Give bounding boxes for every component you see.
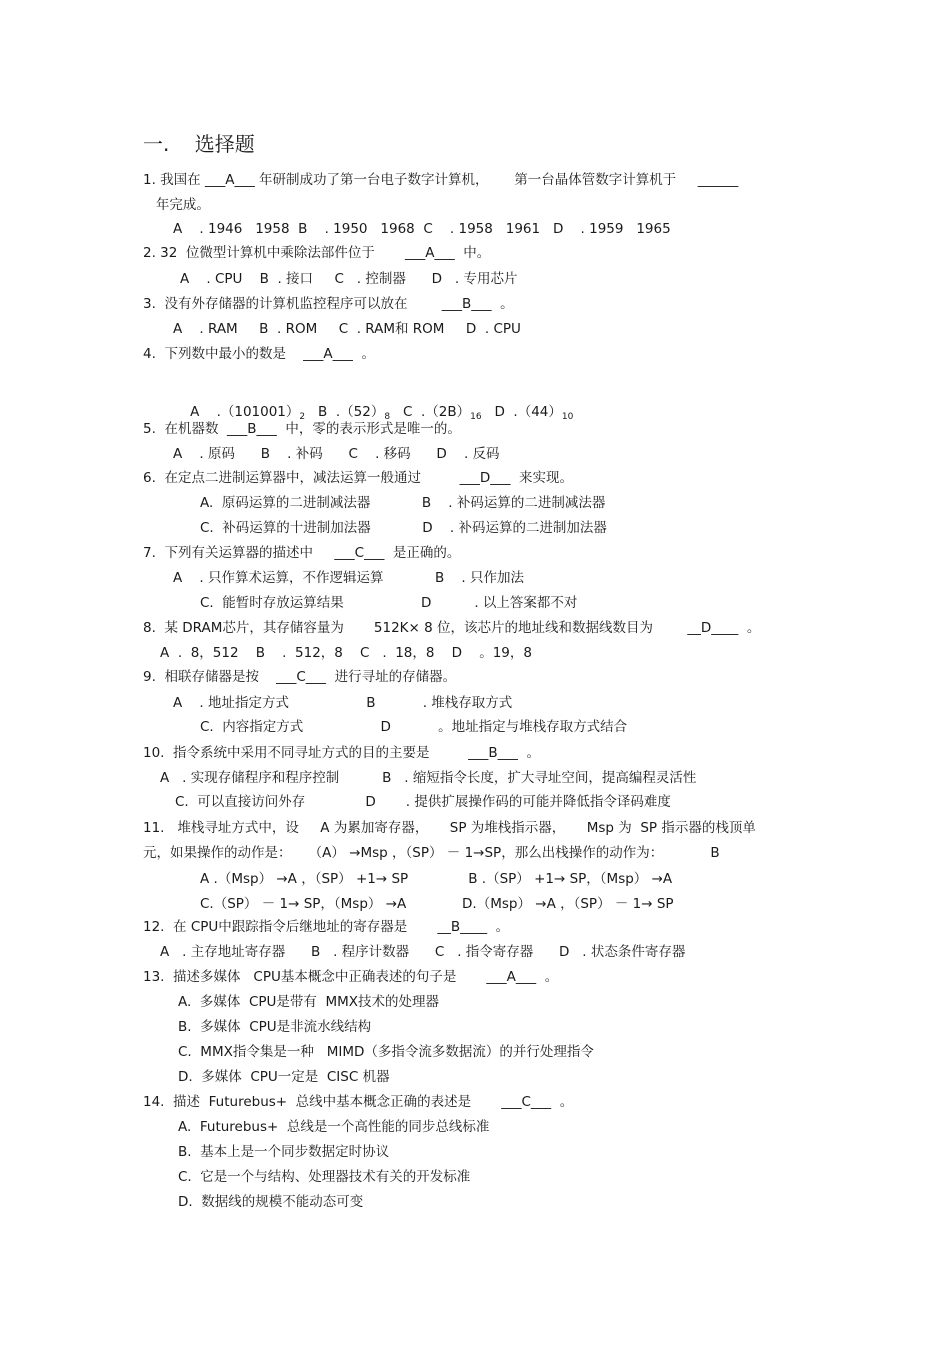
question-1-line-2: 年完成。 (143, 197, 210, 213)
question-9: 9. 相联存储器是按 ___C___ 进行寻址的存储器。 (143, 669, 457, 685)
question-1-options: A . 1946 1958 B . 1950 1968 C . 1958 1961 D . 1959 1965 (173, 221, 671, 237)
question-12-options: A . 主存地址寄存器 B . 程序计数器 C . 指令寄存器 D . 状态条件寄存器 (160, 944, 686, 960)
question-13-option-d: D. 多媒体 CPU一定是 CISC 机器 (178, 1069, 390, 1085)
question-11-line-1: 11. 堆栈寻址方式中，设 A 为累加寄存器， SP 为堆栈指示器， Msp 为 SP 指示器的栈顶单 (143, 820, 756, 836)
question-3-options: A . RAM B . ROM C . RAM和 ROM D . CPU (173, 321, 521, 337)
q4-option-c: C .（2B） (402, 404, 471, 420)
question-6-options-ab: A. 原码运算的二进制减法器 B . 补码运算的二进制减法器 (200, 495, 606, 511)
question-5-options: A . 原码 B . 补码 C . 移码 D . 反码 (173, 446, 500, 462)
q4-option-d: D .（44） (494, 404, 562, 420)
q4-option-a: A .（101001） (190, 404, 300, 420)
question-2-options: A . CPU B . 接口 C . 控制器 D . 专用芯片 (180, 271, 518, 287)
question-10-options-ab: A . 实现存储程序和程序控制 B . 缩短指令长度，扩大寻址空间，提高编程灵活性 (160, 770, 697, 786)
section-title: 一. 选择题 (143, 132, 255, 156)
question-14-option-d: D. 数据线的规模不能动态可变 (178, 1194, 364, 1210)
question-6-options-cd: C. 补码运算的十进制加法器 D . 补码运算的二进制加法器 (200, 520, 607, 536)
question-6: 6. 在定点二进制运算器中，减法运算一般通过 ___D___ 来实现。 (143, 470, 574, 486)
question-14-option-c: C. 它是一个与结构、处理器技术有关的开发标准 (178, 1169, 471, 1185)
question-1-line-1: 1. 我国在 ___A___ 年研制成功了第一台电子数字计算机， 第一台晶体管数字计算机于 ______ (143, 172, 739, 188)
question-9-options-ab: A . 地址指定方式 B . 堆栈存取方式 (173, 695, 513, 711)
q4-option-d-base: 10 (561, 412, 574, 422)
q4-option-a-base: 2 (299, 412, 306, 422)
question-10-options-cd: C. 可以直接访问外存 D . 提供扩展操作码的可能并降低指令译码难度 (175, 794, 671, 810)
question-11-options-cd: C.（SP） － 1→ SP，（Msp） →A D.（Msp） →A ，（SP） － 1→ SP (200, 896, 674, 912)
question-7-options-cd: C. 能暂时存放运算结果 D . 以上答案都不对 (200, 595, 578, 611)
question-5: 5. 在机器数 ___B___ 中，零的表示形式是唯一的。 (143, 421, 461, 437)
question-9-options-cd: C. 内容指定方式 D 。地址指定与堆栈存取方式结合 (200, 719, 628, 735)
question-14-option-b: B. 基本上是一个同步数据定时协议 (178, 1144, 390, 1160)
question-8-options: A . 8，512 B . 512，8 C . 18，8 D 。19，8 (160, 645, 532, 661)
question-11-options-ab: A .（Msp） →A ，（SP） +1→ SP B .（SP） +1→ SP，（Msp） →A (200, 871, 673, 887)
question-13: 13. 描述多媒体 CPU基本概念中正确表述的句子是 ___A___ 。 (143, 969, 559, 985)
question-2: 2. 32 位微型计算机中乘除法部件位于 ___A___ 中。 (143, 245, 491, 261)
question-13-option-c: C. MMX指令集是一种 MIMD（多指令流多数据流）的并行处理指令 (178, 1044, 594, 1060)
question-13-option-a: A. 多媒体 CPU是带有 MMX技术的处理器 (178, 994, 440, 1010)
q4-option-b: B .（52） (318, 404, 385, 420)
question-12: 12. 在 CPU中跟踪指令后继地址的寄存器是 __B____ 。 (143, 919, 510, 935)
question-14-option-a: A. Futurebus+ 总线是一个高性能的同步总线标准 (178, 1119, 490, 1135)
question-11-line-2: 元，如果操作的动作是： （A） →Msp ，（SP） － 1→SP，那么出栈操作的动作为： B (143, 845, 720, 861)
question-14: 14. 描述 Futurebus+ 总线中基本概念正确的表述是 ___C___ 。 (143, 1094, 574, 1110)
q4-option-b-base: 8 (384, 412, 391, 422)
question-8: 8. 某 DRAM芯片，其存储容量为 512K× 8 位，该芯片的地址线和数据线数目为 __D____ 。 (143, 620, 761, 636)
question-10: 10. 指令系统中采用不同寻址方式的目的主要是 ___B___ 。 (143, 745, 541, 761)
question-13-option-b: B. 多媒体 CPU是非流水线结构 (178, 1019, 372, 1035)
question-7-options-ab: A . 只作算术运算，不作逻辑运算 B . 只作加法 (173, 570, 524, 586)
question-3: 3. 没有外存储器的计算机监控程序可以放在 ___B___ 。 (143, 296, 514, 312)
question-4-options (173, 385, 574, 422)
q4-option-c-base: 16 (470, 412, 482, 422)
question-7: 7. 下列有关运算器的描述中 ___C___ 是正确的。 (143, 545, 461, 561)
question-4: 4. 下列数中最小的数是 ___A___ 。 (143, 346, 375, 362)
